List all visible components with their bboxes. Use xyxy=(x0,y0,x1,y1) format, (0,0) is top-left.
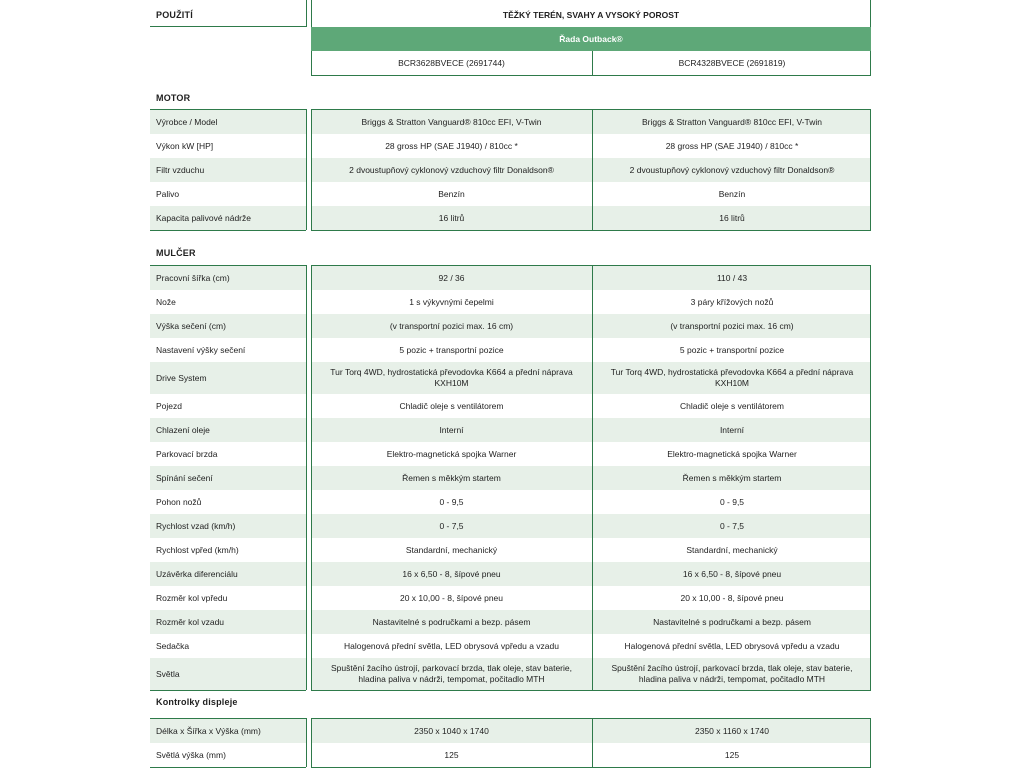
mulcer-label-col-right xyxy=(306,265,307,690)
row-label: Délka x Šířka x Výška (mm) xyxy=(150,719,306,743)
value-model-2: Benzín xyxy=(593,182,871,206)
value-model-1: Chladič oleje s ventilátorem xyxy=(311,394,592,418)
usage-underline xyxy=(150,26,307,27)
usage-value: TĚŽKÝ TERÉN, SVAHY A VYSOKÝ POROST xyxy=(502,10,680,20)
value-model-1: 92 / 36 xyxy=(311,266,592,290)
value-model-2: Nastavitelné s područkami a bezp. pásem xyxy=(593,610,871,634)
value-model-2: 28 gross HP (SAE J1940) / 810cc * xyxy=(593,134,871,158)
value-model-1: (v transportní pozici max. 16 cm) xyxy=(311,314,592,338)
value-model-2: 5 pozic + transportní pozice xyxy=(593,338,871,362)
row-label: Pracovní šířka (cm) xyxy=(150,266,306,290)
value-model-2: Tur Torq 4WD, hydrostatická převodovka K664 a přední náprava KXH10M xyxy=(593,362,871,394)
usage-label: POUŽITÍ xyxy=(156,10,193,20)
value-model-1: Řemen s měkkým startem xyxy=(311,466,592,490)
value-model-1: 0 - 9,5 xyxy=(311,490,592,514)
kontrolky-values-left xyxy=(311,718,312,767)
row-label: Výkon kW [HP] xyxy=(150,134,306,158)
value-model-1: 16 x 6,50 - 8, šípové pneu xyxy=(311,562,592,586)
motor-bottom-line xyxy=(150,230,306,231)
row-label: Pojezd xyxy=(150,394,306,418)
value-model-1: Nastavitelné s područkami a bezp. pásem xyxy=(311,610,592,634)
value-model-2: 3 páry křížových nožů xyxy=(593,290,871,314)
value-model-1: 28 gross HP (SAE J1940) / 810cc * xyxy=(311,134,592,158)
value-model-2: 16 x 6,50 - 8, šípové pneu xyxy=(593,562,871,586)
value-model-2: Spuštění žacího ústrojí, parkovací brzda, tlak oleje, stav baterie, hladina paliva v nádrži, tempomat, počitadlo MTH xyxy=(593,658,871,690)
value-model-1: Benzín xyxy=(311,182,592,206)
value-model-2: Řemen s měkkým startem xyxy=(593,466,871,490)
kontrolky-section-title: Kontrolky displeje xyxy=(156,697,238,707)
motor-label-col-right xyxy=(306,109,307,230)
motor-section-title: MOTOR xyxy=(156,93,191,103)
value-model-1: Halogenová přední světla, LED obrysová vpředu a vzadu xyxy=(311,634,592,658)
value-model-2: Interní xyxy=(593,418,871,442)
row-label: Kapacita palivové nádrže xyxy=(150,206,306,230)
row-label: Výrobce / Model xyxy=(150,110,306,134)
row-label: Pohon nožů xyxy=(150,490,306,514)
value-model-1: Tur Torq 4WD, hydrostatická převodovka K664 a přední náprava KXH10M xyxy=(311,362,592,394)
value-model-2: Briggs & Stratton Vanguard® 810cc EFI, V-Twin xyxy=(593,110,871,134)
value-model-1: Standardní, mechanický xyxy=(311,538,592,562)
series-band: Řada Outback® xyxy=(311,27,871,51)
mulcer-bottom-line-values xyxy=(311,690,871,691)
row-label: Parkovací brzda xyxy=(150,442,306,466)
motor-values-mid xyxy=(592,109,593,230)
value-model-1: Elektro-magnetická spojka Warner xyxy=(311,442,592,466)
value-model-2: 0 - 7,5 xyxy=(593,514,871,538)
row-label: Nastavení výšky sečení xyxy=(150,338,306,362)
row-label: Nože xyxy=(150,290,306,314)
value-model-1: 125 xyxy=(311,743,592,767)
value-model-1: 2 dvoustupňový cyklonový vzduchový filtr Donaldson® xyxy=(311,158,592,182)
kontrolky-label-col-right xyxy=(306,718,307,767)
value-model-1: 1 s výkyvnými čepelmi xyxy=(311,290,592,314)
value-model-1: 20 x 10,00 - 8, šípové pneu xyxy=(311,586,592,610)
motor-bottom-line-values xyxy=(311,230,871,231)
row-label: Rozměr kol vzadu xyxy=(150,610,306,634)
value-model-2: (v transportní pozici max. 16 cm) xyxy=(593,314,871,338)
value-model-1: 5 pozic + transportní pozice xyxy=(311,338,592,362)
row-label: Rychlost vpřed (km/h) xyxy=(150,538,306,562)
row-label: Chlazení oleje xyxy=(150,418,306,442)
value-model-1: 2350 x 1040 x 1740 xyxy=(311,719,592,743)
motor-values-right xyxy=(870,109,871,230)
row-label: Světla xyxy=(150,658,306,690)
row-label: Světlá výška (mm) xyxy=(150,743,306,767)
value-model-2: 125 xyxy=(593,743,871,767)
value-model-2: 2350 x 1160 x 1740 xyxy=(593,719,871,743)
motor-values-left xyxy=(311,109,312,230)
value-model-2: Standardní, mechanický xyxy=(593,538,871,562)
row-label: Palivo xyxy=(150,182,306,206)
row-label: Výška sečení (cm) xyxy=(150,314,306,338)
mulcer-values-left xyxy=(311,265,312,690)
mulcer-values-mid xyxy=(592,265,593,690)
kontrolky-values-mid xyxy=(592,718,593,767)
model-2: BCR4328BVECE (2691819) xyxy=(678,58,786,68)
row-label: Uzávěrka diferenciálu xyxy=(150,562,306,586)
header-bottom-line xyxy=(311,75,871,76)
value-model-1: 16 litrů xyxy=(311,206,592,230)
row-label: Spínání sečení xyxy=(150,466,306,490)
kontrolky-values-right xyxy=(870,718,871,767)
row-label: Filtr vzduchu xyxy=(150,158,306,182)
value-model-1: Briggs & Stratton Vanguard® 810cc EFI, V-Twin xyxy=(311,110,592,134)
value-model-2: Chladič oleje s ventilátorem xyxy=(593,394,871,418)
mulcer-section-title: MULČER xyxy=(156,248,196,258)
row-label: Sedačka xyxy=(150,634,306,658)
value-model-2: 110 / 43 xyxy=(593,266,871,290)
value-model-2: 2 dvoustupňový cyklonový vzduchový filtr Donaldson® xyxy=(593,158,871,182)
mulcer-bottom-line xyxy=(150,690,306,691)
header-border-left xyxy=(306,0,307,26)
value-model-1: Spuštění žacího ústrojí, parkovací brzda, tlak oleje, stav baterie, hladina paliva v nádrži, tempomat, počitadlo MTH xyxy=(311,658,592,690)
value-model-2: 0 - 9,5 xyxy=(593,490,871,514)
value-model-2: Elektro-magnetická spojka Warner xyxy=(593,442,871,466)
value-model-2: Halogenová přední světla, LED obrysová vpředu a vzadu xyxy=(593,634,871,658)
row-label: Rychlost vzad (km/h) xyxy=(150,514,306,538)
mulcer-values-right xyxy=(870,265,871,690)
row-label: Drive System xyxy=(150,362,306,394)
value-model-1: 0 - 7,5 xyxy=(311,514,592,538)
value-model-2: 16 litrů xyxy=(593,206,871,230)
model-1: BCR3628BVECE (2691744) xyxy=(398,58,505,68)
value-model-1: Interní xyxy=(311,418,592,442)
row-label: Rozměr kol vpředu xyxy=(150,586,306,610)
value-model-2: 20 x 10,00 - 8, šípové pneu xyxy=(593,586,871,610)
